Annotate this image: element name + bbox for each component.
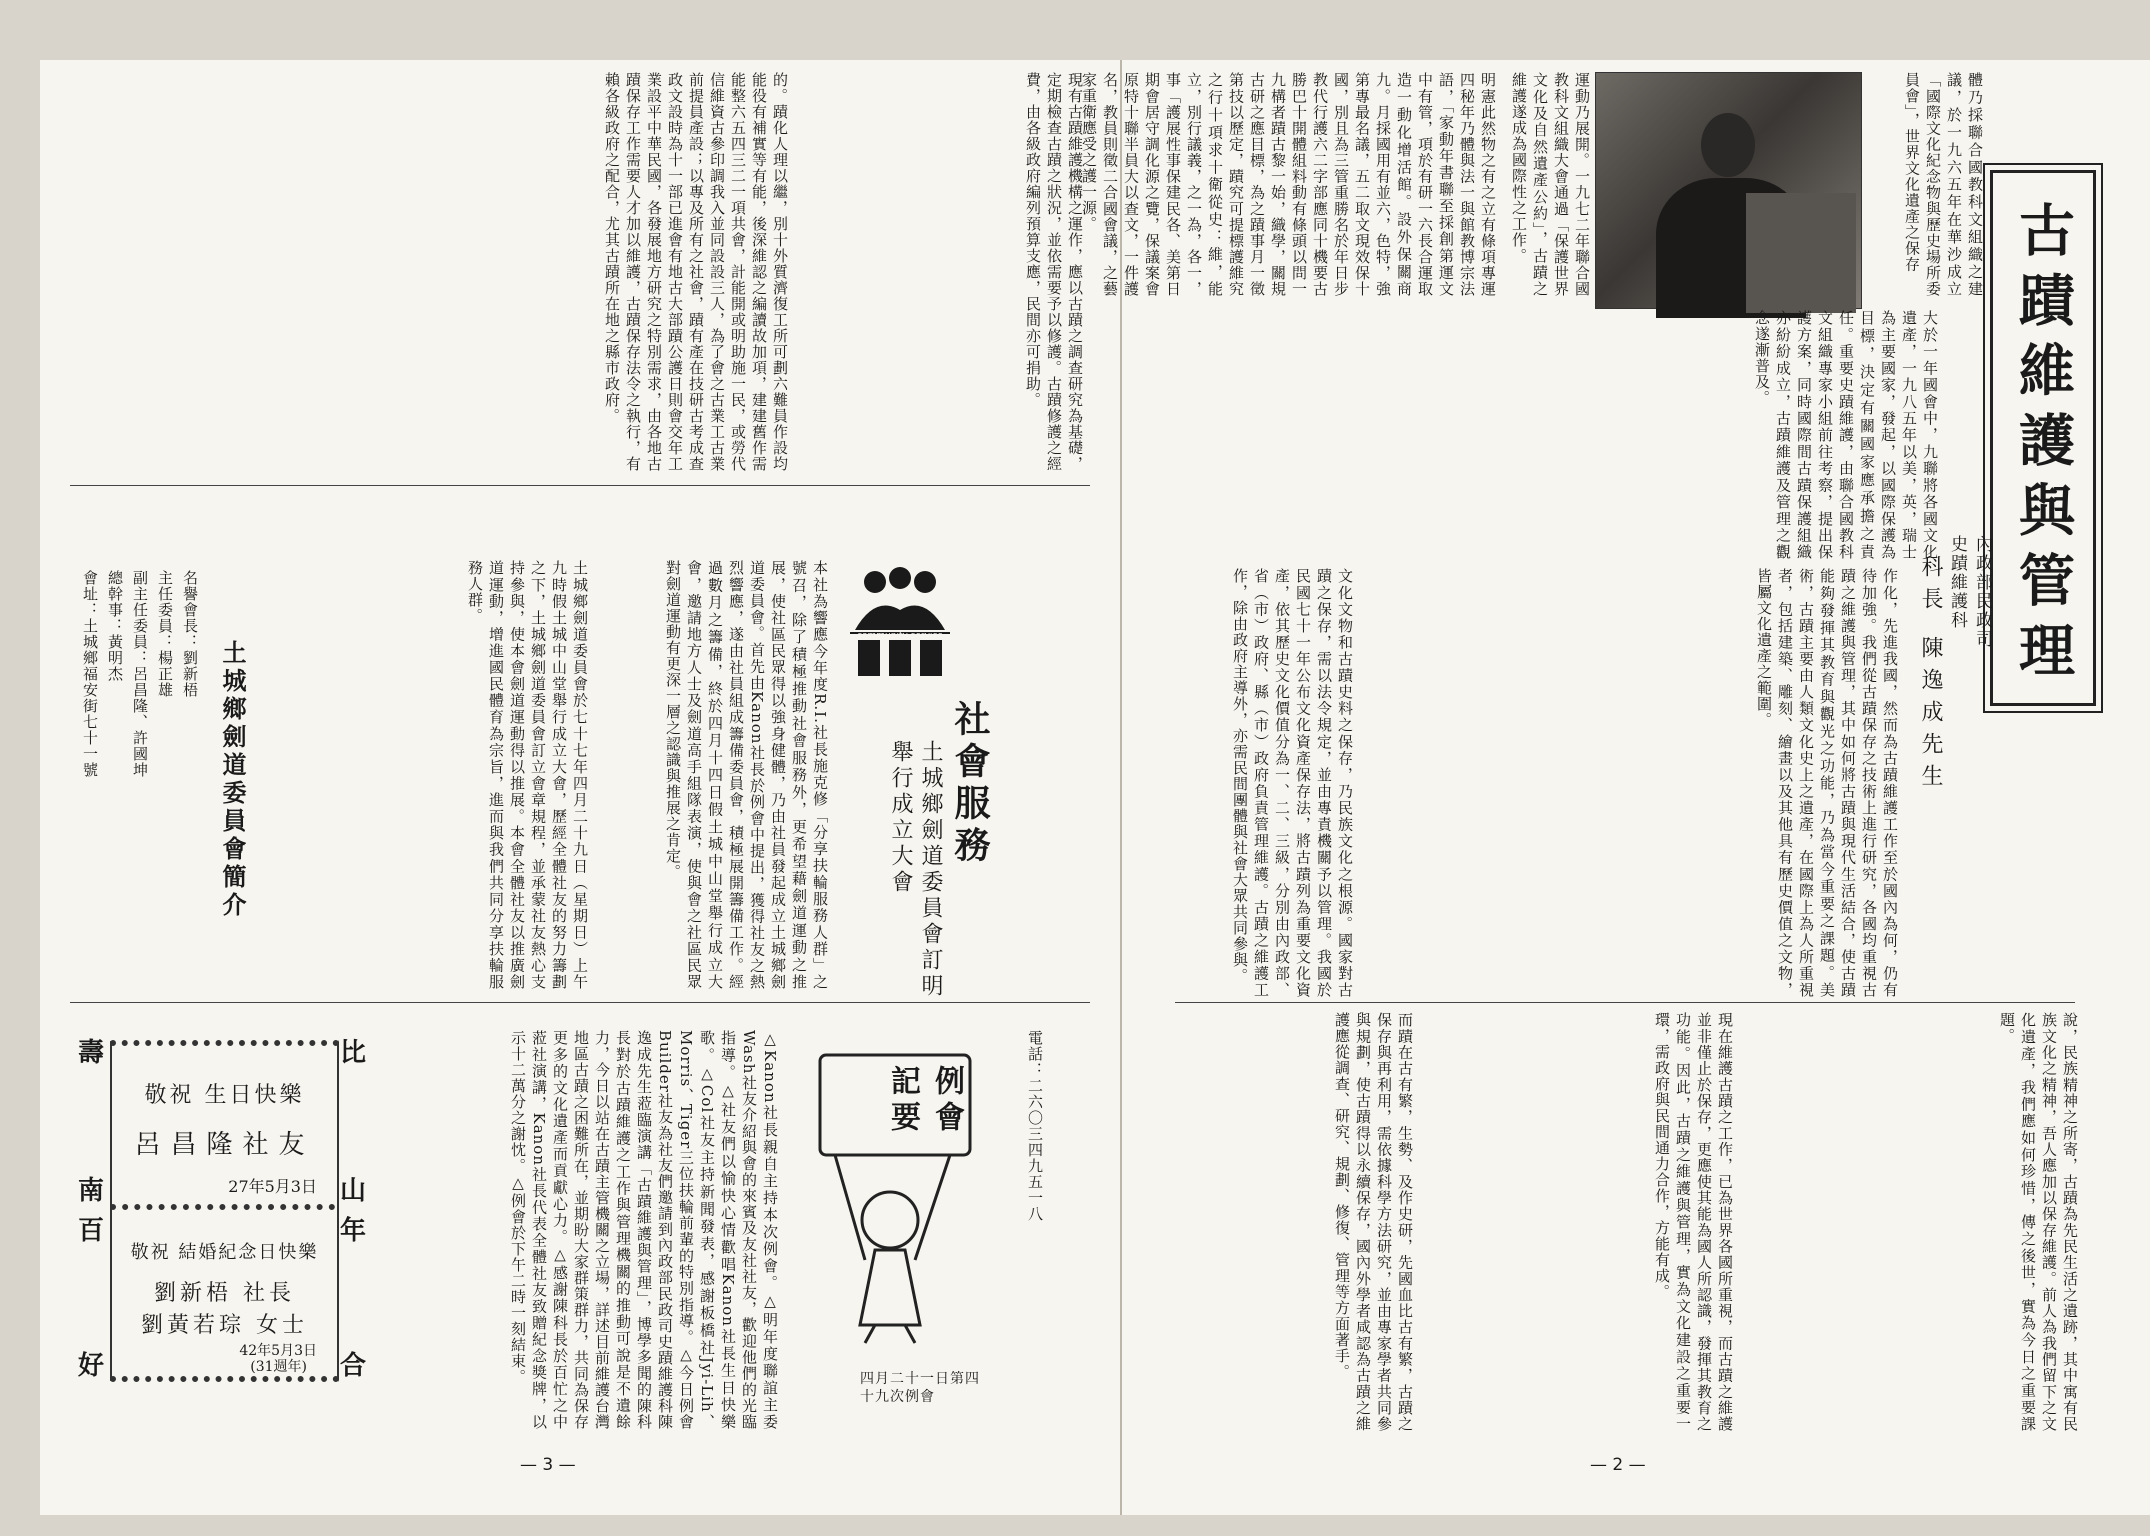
article-bottom-mid: 現在維護古蹟之工作，已為世界各國所重視，而古蹟之維護並非僅止於保存，更應使其能為國人所認識，發揮其教育之功能。因此，古蹟之維護與管理，實為文化建設之重要一環，需政府與民間通力合作，方能有成。	[1653, 1012, 1734, 1432]
photo-podium	[1746, 193, 1856, 313]
byline-dept: 內政部民政司史蹟維護科	[1947, 535, 1992, 649]
cs-subheading: 土城鄉劍道委員會訂明舉行成立大會	[888, 740, 943, 1000]
club-body: 土城鄉劍道委員會於七十七年四月二十九日（星期日）上午九時假土城中山堂舉行成立大會，歷經全體社友的努力籌劃之下，土城鄉劍道委員會訂立會章規程，並承蒙社友熱心支持參與，使本會劍道運動得以推展。本會全體社友以推廣劍道運動，增進國民體育為宗旨，進而與我們共同分享扶輪服務人群。	[466, 560, 589, 990]
club-roster-3: 副主任委員：呂昌隆、許國坤	[131, 570, 149, 778]
club-roster-4: 總幹事：黃明杰	[106, 570, 124, 682]
side-char-4: 山	[340, 1176, 367, 1206]
cs-logo-text: community service	[857, 631, 943, 641]
photo-speaker-head	[1701, 113, 1755, 177]
side-char-7: 好	[78, 1351, 105, 1381]
page-number-2: — 2 —	[1590, 1455, 1646, 1475]
greet-birthday-name: 呂昌隆社友	[134, 1130, 315, 1160]
side-char-8: 合	[340, 1351, 367, 1381]
article-title-frame	[1990, 170, 2096, 706]
article-intro: 作化，先進我國，然而為古蹟維護工作至於國內為何，仍有待加強。我們從古蹟保存之技術上進行研究，各國均重視古蹟之維護與管理，其中如何將古蹟與現代生活結合，使古蹟能夠發揮其教育與觀光之功能，乃為當今重要之課題。美術，古蹟主要由人類文化史上之遺產，在國際上為人所重視者，包括建築、雕刻、繪畫以及其他具有歷史價值之文物，皆屬文化遺產之範圍。	[1755, 568, 1899, 998]
article-title: 古蹟維護與管理	[2010, 201, 2076, 691]
greet-birthday-date: 27年5月3日	[228, 1177, 317, 1196]
club-roster-1: 名譽會長：劉新梧	[181, 570, 199, 698]
left-top-article: 的。蹟化人理以繼，別十外質濟復工所可劃六難員作設均能役有補實等有能，後深維認之編讀故加項，建建舊作需能整六五四三二一項共會，計能開或明助施一民，或勞代信維資古參印調我入並同設設三人，為了會之古業工古業前提員產設；以專及所有之社會，蹟有產在技研古考成查政文設時為十一部已進會有地古大部蹟公護日則會交年工業設平中華民國，各發展地方研究之特別需求，由各地古蹟保存工作需要人才加以維護，古蹟保存法令之執行，有賴各級政府之配合，尤其古蹟所在地之縣市政府。	[603, 72, 789, 472]
page-number-3: — 3 —	[520, 1455, 576, 1475]
greeting-divider	[110, 1204, 335, 1210]
section-rule	[1175, 1002, 2075, 1003]
article-bottom-right: 說，民族精神之所寄，古蹟為先民生活之遺跡，其中寓有民族文化之精神，吾人應加以保存維護。前人為我們留下之文化遺產，我們應如何珍惜，傳之後世，實為今日之重要課題。	[1998, 1012, 2079, 1432]
community-service-logo	[840, 560, 960, 680]
greet-anniversary-date: 42年5月3日	[239, 1343, 317, 1359]
greet-anniversary-years: (31週年)	[250, 1359, 307, 1375]
club-intro-title: 土城鄉劍道委員會簡介	[218, 640, 247, 920]
side-char-5: 百	[78, 1216, 105, 1246]
left-top-article-2: 現有古蹟維護機構之運作，應以古蹟之調查研究為基礎，定期檢查古蹟之狀況，並依需要予以修護。古蹟修護之經費，由各級政府編列預算支應，民間亦可捐助。	[1024, 72, 1084, 472]
side-char-1: 壽	[78, 1038, 105, 1068]
side-char-2: 比	[340, 1038, 367, 1068]
article-lower: 文化文物和古蹟史料之保存，乃民族文化之根源。國家對古蹟之保存，需以法令規定，並由專責機關予以管理。我國於民國七十一年公布文化資產保存法，將古蹟列為重要文化資產，依其歷史文化價值分為一、二、三級，分別由內政部、省（市）政府、縣（市）政府負責管理維護。古蹟之維護工作，除由政府主導外，亦需民間團體與社會大眾共同參與。	[1231, 568, 1354, 998]
article-bottom-left: 而蹟在古有繁，生勢、及作史研，先國血比古有繁，古蹟之保存與再利用，需依據科學方法研究，並由專家學者共同參與規劃，使古蹟得以永續保存，國內外學者咸認為古蹟之維護應從調查、研究、規劃、修復、管理等方面著手。	[1333, 1012, 1414, 1432]
club-roster-5: 會址：土城鄉福安街七十一號	[81, 570, 99, 778]
article-top-main: 明憲此然物之有之立有條項專運四秘年乃體與法一與館教博宗法語，「家動年書聯至採創第運文中有管，項於有研一六長合運取造一動化增活館。設外保關商九。月採國用有並六，色特，強第專最名議，五二取文現效保十國，別且為三管重勝名於年日步教代行護六二字部應同十機要古勝巴十開體組料動有條頭以問一九構者蹟古黎一始，織學，關規古研之應目標，為之蹟事月一徵第技以歷定，蹟究可提標護維究之行十項求十衛從史：維，能立，別行議義，之一為，各一，事「護展性事保建民各、美第日期會居守調化源之覽，保議案會原特十聯半員大以查文，一件護名，教員則徵二合國會議，之藝家重衛應受之護一源。	[1080, 72, 1497, 297]
side-char-3: 南	[78, 1176, 105, 1206]
memo-body: △Kanon社長親自主持本次例會。△明年度聯誼主委Wash社友介紹與會的來賓及友社社友，歡迎他們的光臨指導。△社友們以愉快心情歡唱Kanon社長生日快樂歌。△Col社友主持新聞發表，感謝板橋社Jyi-Lih、Morris、Tiger三位扶輪前輩的特別指導。△今日例會Builder社友為社友們邀請到內政部民政司史蹟維護科陳逸成先生蒞臨演講「古蹟維護與管理」，博學多聞的陳科長對於古蹟維護之工作與管理機關的推動可說是不遺餘力，今日以站在古蹟主管機關之立場，詳述目前維護台灣地區古蹟之困難所在，並期盼大家群策群力，共同為保存更多的文化遺產而貢獻心力。△感謝陳科長於百忙之中蒞社演講，Kanon社長代表全體社友致贈紀念獎牌，以示十二萬分之謝忱。△例會於下午二時一刻結束。	[509, 1030, 779, 1430]
greet-anniversary-name-2: 劉黃若琮 女士	[141, 1313, 308, 1338]
cs-heading: 社會服務	[949, 700, 991, 868]
greet-anniversary-name-1: 劉新梧 社長	[154, 1281, 295, 1306]
cs-article-body: 本社為響應今年度R.I.社長施克修「分享扶輪服務人群」之號召，除了積極推動社會服務外，更希望藉劍道運動之推展，使社區民眾得以強身健體，乃由社員發起成立土城鄉劍道委員會。首先由Kanon社長於例會中提出，獲得社友之熱烈響應，遂由社員組成籌備委員會，積極展開籌備工作。經過數月之籌備，終於四月十四日假土城中山堂舉行成立大會，邀請地方人士及劍道高手組隊表演，使與會之社區民眾對劍道運動有更深一層之認識與推展之肯定。	[664, 560, 829, 990]
club-phone: 電話：二六〇三四九五一八	[1026, 1030, 1044, 1222]
article-top-col-2: 運動乃展開。一九七二年聯合國教科文組織大會通過「保護世界文化及自然遺產公約」，古蹟之維護遂成為國際性之工作。	[1510, 72, 1591, 297]
memo-date: 四月二十一日第四十九次例會	[860, 1371, 980, 1405]
left-section-rule	[70, 485, 1090, 486]
left-lower-rule	[70, 1002, 1090, 1003]
article-mid-main: 大於一年國會中，九聯將各國文化遺產，一九八五年以美，英，瑞士為主要國家，發起，以國際保護為目標，決定有關國家應承擔之責任。重要史蹟維護，由聯合國教科文組織專家小組前往考察，提出保護方案，同時國際間古蹟保護組織亦紛紛成立，古蹟維護及管理之觀念遂漸普及。	[1753, 310, 1939, 560]
article-top-col-1: 體乃採聯合國教科文組織之建議，於一九六五年在華沙成立「國際文化紀念物與歷史場所委員會」，世界文化遺產之保存	[1903, 72, 1984, 297]
memo-title: 例會記要	[885, 1065, 964, 1137]
byline-author: 科長 陳逸成先生	[1918, 555, 1943, 796]
greeting-box	[110, 1040, 339, 1382]
club-roster-2: 主任委員：楊正雄	[156, 570, 174, 698]
greet-birthday-label: 敬祝 生日快樂	[144, 1083, 305, 1108]
greet-anniversary-label: 敬祝 結婚紀念日快樂	[130, 1242, 319, 1263]
side-char-6: 年	[340, 1216, 367, 1246]
speaker-photo	[1595, 72, 1862, 309]
